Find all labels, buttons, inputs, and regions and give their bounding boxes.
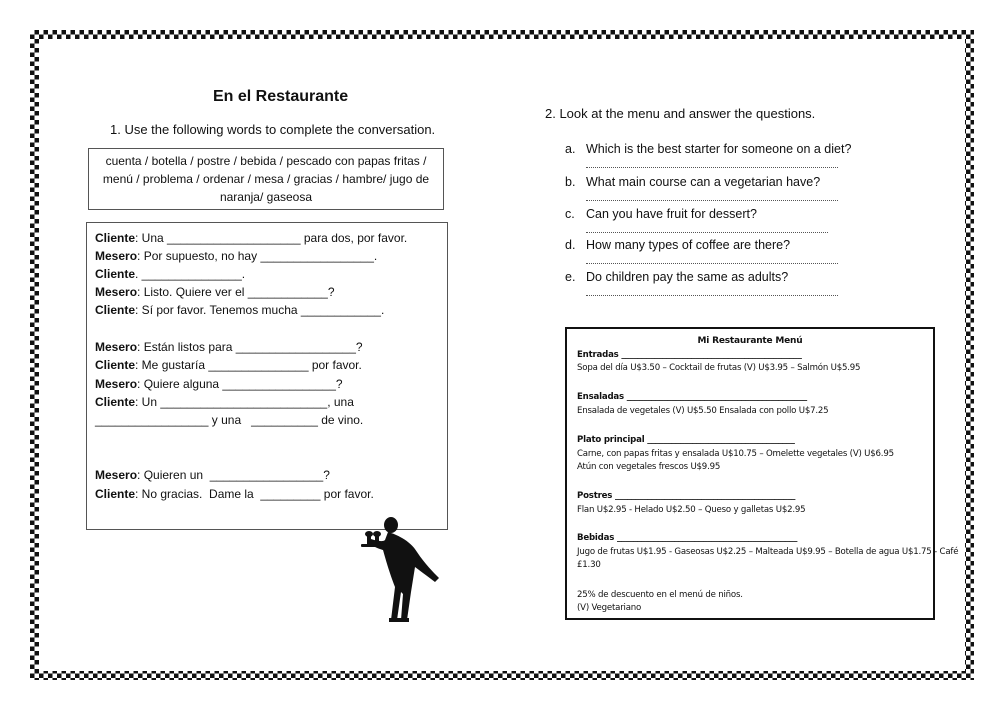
dialogue-line <box>95 285 335 299</box>
section-label: Entradas <box>577 350 619 360</box>
question-letter: d. <box>565 238 576 252</box>
exercise-1-instruction: 1. Use the following words to complete the conversation. <box>110 122 436 137</box>
question-letter: c. <box>565 207 575 221</box>
speaker-label: Cliente <box>95 231 136 245</box>
menu-ensaladas-items: Ensalada de vegetales (V) U$5.50 Ensalada con pollo U$7.25 <box>577 406 829 416</box>
question-c <box>565 207 757 221</box>
dialogue-line <box>95 395 354 409</box>
menu-section-ensaladas: Ensaladas ____________________________________________ <box>577 392 807 402</box>
question-text: What main course can a vegetarian have? <box>586 175 821 189</box>
menu-bebidas-items: £1.30 <box>577 560 601 570</box>
dialogue-text: : Listo. Quiere ver el ____________? <box>137 285 335 299</box>
dialogue-text: : No gracias. Dame la _________ por favor. <box>135 487 374 501</box>
menu-bebidas-items: Jugo de frutas U$1.95 - Gaseosas U$2.25 – Malteada U$9.95 – Botella de agua U$1.75 - Café <box>577 547 959 557</box>
dialogue-text: : Por supuesto, no hay _________________. <box>137 249 378 263</box>
question-text: How many types of coffee are there? <box>586 238 791 252</box>
question-letter: a. <box>565 142 576 156</box>
menu-entradas-items: Sopa del día U$3.50 – Cocktail de frutas (V) U$3.95 – Salmón U$5.95 <box>577 363 861 373</box>
dialogue-text: : Sí por favor. Tenemos mucha ____________. <box>135 303 385 317</box>
menu-note-vegetarian: (V) Vegetariano <box>577 603 642 613</box>
question-text: Can you have fruit for dessert? <box>586 207 757 221</box>
section-label: Postres <box>577 491 613 501</box>
question-b <box>565 175 821 189</box>
speaker-label: Cliente <box>95 487 136 501</box>
dialogue-text: . _______________. <box>135 267 246 281</box>
speaker-label: Mesero <box>95 377 138 391</box>
dialogue-text: : Quiere alguna _________________? <box>137 377 343 391</box>
answer-line-b[interactable] <box>586 200 838 201</box>
menu-section-entradas: Entradas ____________________________________________ <box>577 350 802 360</box>
dialogue-line <box>95 413 363 427</box>
dialogue-text: : Quieren un _________________? <box>137 468 330 482</box>
worksheet-title: En el Restaurante <box>213 88 349 105</box>
menu-section-bebidas: Bebidas ____________________________________________ <box>577 533 798 543</box>
section-label: Bebidas <box>577 533 615 543</box>
answer-line-a[interactable] <box>586 167 838 168</box>
speaker-label: Mesero <box>95 285 138 299</box>
word-bank-text: cuenta / botella / postre / bebida / pescado con papas fritas / menú / problema / ordenar / mesa / gracias / hambre/ jugo de naranja/ gaseosa <box>102 154 430 204</box>
dialogue-text: : Un _________________________, una <box>135 395 354 409</box>
dialogue-line <box>95 231 407 245</box>
question-letter: b. <box>565 175 576 189</box>
dialogue-text: : Me gustaría _______________ por favor. <box>135 358 362 372</box>
dialogue-line <box>95 358 362 372</box>
menu-section-postres: Postres ____________________________________________ <box>577 491 796 501</box>
section-label: Ensaladas <box>577 392 624 402</box>
dialogue-line <box>95 377 343 391</box>
dialogue-line <box>95 267 245 281</box>
menu-note-discount: 25% de descuento en el menú de niños. <box>577 590 743 600</box>
answer-line-c[interactable] <box>586 232 828 233</box>
speaker-label: Cliente <box>95 395 136 409</box>
menu-title: Mi Restaurante Menú <box>697 336 803 346</box>
dialogue-line <box>95 340 363 354</box>
question-e <box>565 270 789 284</box>
dialogue-line <box>95 468 330 482</box>
dialogue-text: : Están listos para __________________? <box>137 340 363 354</box>
word-bank-box <box>88 148 444 210</box>
dialogue-line <box>95 487 374 501</box>
menu-plato-items: Carne, con papas fritas y ensalada U$10.75 – Omelette vegetales (V) U$6.95 <box>577 449 894 459</box>
speaker-label: Cliente <box>95 358 136 372</box>
section-label: Plato principal <box>577 435 645 445</box>
dialogue-text: : Una ____________________ para dos, por favor. <box>135 231 408 245</box>
waiter-silhouette-image <box>355 512 445 624</box>
dialogue-text: _________________ y una __________ de vino. <box>95 413 364 427</box>
dialogue-line <box>95 249 377 263</box>
dialogue-line <box>95 303 384 317</box>
question-text: Which is the best starter for someone on a diet? <box>586 142 852 156</box>
speaker-label: Mesero <box>95 468 138 482</box>
exercise-2-instruction: 2. Look at the menu and answer the questions. <box>545 106 816 121</box>
menu-postres-items: Flan U$2.95 - Helado U$2.50 – Queso y galletas U$2.95 <box>577 505 806 515</box>
question-d <box>565 238 791 252</box>
question-a <box>565 142 852 156</box>
speaker-label: Mesero <box>95 340 138 354</box>
menu-plato-items: Atún con vegetales frescos U$9.95 <box>577 462 721 472</box>
question-text: Do children pay the same as adults? <box>586 270 789 284</box>
menu-section-plato-principal: Plato principal ____________________________________ <box>577 435 795 445</box>
speaker-label: Cliente <box>95 303 136 317</box>
answer-line-d[interactable] <box>586 263 838 264</box>
answer-line-e[interactable] <box>586 295 838 296</box>
question-letter: e. <box>565 270 576 284</box>
speaker-label: Mesero <box>95 249 138 263</box>
restaurant-menu-box <box>565 327 959 620</box>
speaker-label: Cliente <box>95 267 136 281</box>
